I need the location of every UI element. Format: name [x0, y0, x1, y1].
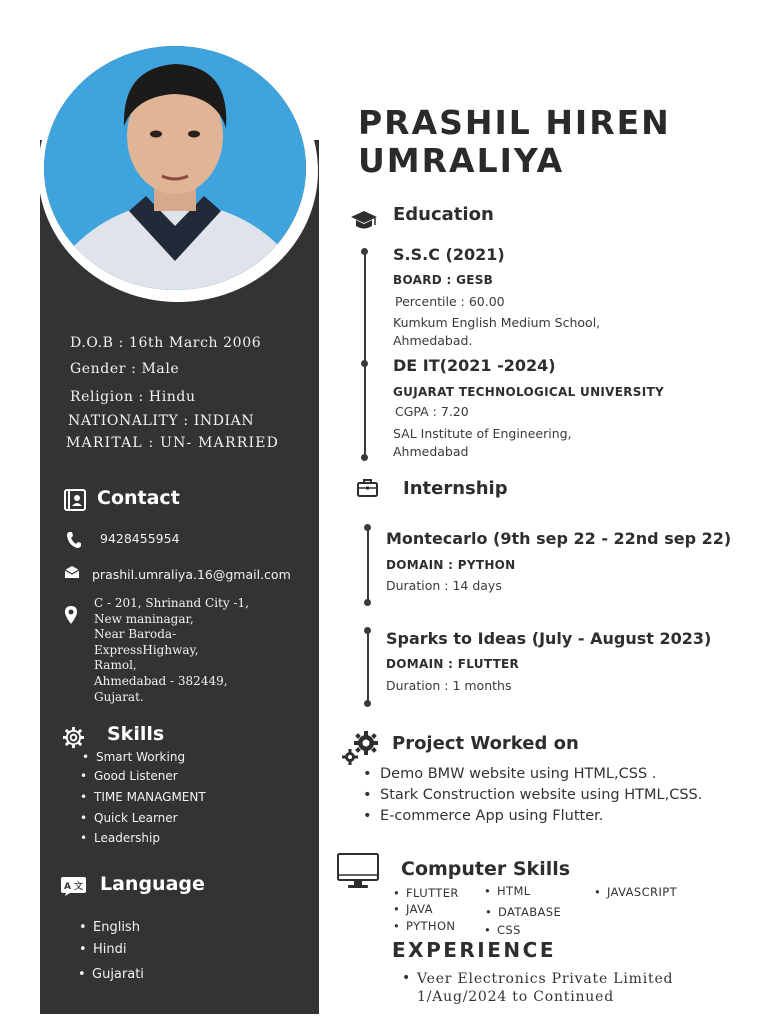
- skill-item: • TIME MANAGMENT: [94, 790, 206, 804]
- gender-text: Gender : Male: [70, 361, 180, 377]
- contact-heading: Contact: [97, 487, 180, 509]
- internship-title: Montecarlo (9th sep 22 - 22nd sep 22): [386, 529, 732, 548]
- education-score: CGPA : 7.20: [395, 404, 469, 419]
- translate-icon: [60, 876, 87, 897]
- computer-skills-heading: Computer Skills: [401, 858, 571, 880]
- education-city: Ahmedabad.: [393, 333, 473, 348]
- address-line: Near Baroda-: [94, 627, 177, 642]
- internship-domain: DOMAIN : PYTHON: [386, 558, 516, 572]
- address-line: ExpressHighway,: [94, 642, 199, 657]
- computer-skill-item: • PYTHON: [406, 919, 455, 933]
- skill-item: • Smart Working: [96, 750, 185, 764]
- gears-icon: [341, 730, 381, 766]
- address-line: New maninagar,: [94, 611, 194, 626]
- language-item: • Hindi: [93, 942, 127, 957]
- contact-card-icon: [63, 488, 87, 512]
- email-address[interactable]: prashil.umraliya.16@gmail.com: [92, 567, 291, 582]
- address-line: Gujarat.: [94, 689, 144, 704]
- timeline-dot: [361, 360, 368, 367]
- svg-text:A: A: [64, 882, 71, 892]
- education-city: Ahmedabad: [393, 444, 469, 459]
- project-item: • E-commerce App using Flutter.: [380, 808, 603, 824]
- religion-text: Religion : Hindu: [70, 389, 196, 405]
- briefcase-icon: [357, 479, 378, 497]
- marital-text: MARITAL : UN- MARRIED: [66, 435, 280, 451]
- computer-skill-item: • CSS: [497, 923, 521, 937]
- nationality-text: NATIONALITY : INDIAN: [68, 413, 255, 429]
- language-item: • English: [93, 920, 140, 935]
- email-icon: [64, 565, 80, 579]
- experience-period: 1/Aug/2024 to Continued: [417, 989, 614, 1005]
- skill-item: • Good Listener: [94, 769, 178, 783]
- education-board: BOARD : GESB: [393, 273, 494, 287]
- computer-skill-item: • DATABASE: [498, 905, 561, 919]
- projects-heading: Project Worked on: [392, 733, 579, 754]
- computer-skill-item: • HTML: [497, 884, 531, 898]
- address-line: Ramol,: [94, 658, 137, 673]
- computer-skill-item: • FLUTTER: [406, 886, 459, 900]
- candidate-name: [358, 104, 671, 180]
- internship-timeline: [367, 631, 369, 704]
- internship-timeline: [367, 528, 369, 603]
- address-line: Ahmedabad - 382449,: [94, 674, 228, 688]
- internship-heading: Internship: [403, 478, 508, 499]
- profile-photo: [44, 46, 306, 290]
- timeline-dot: [364, 599, 371, 606]
- timeline-dot: [364, 700, 371, 707]
- internship-duration: Duration : 14 days: [386, 578, 502, 593]
- svg-text:文: 文: [74, 882, 84, 892]
- language-item: • Gujarati: [92, 967, 144, 982]
- address-line: C - 201, Shrinand City -1,: [94, 596, 249, 610]
- education-title: S.S.C (2021): [393, 245, 505, 264]
- experience-heading: EXPERIENCE: [392, 938, 556, 962]
- project-item: • Stark Construction website using HTML,CSS.: [380, 787, 702, 803]
- experience-company: Veer Electronics Private Limited: [417, 971, 674, 987]
- dob-text: D.O.B : 16th March 2006: [70, 335, 262, 351]
- skill-item: • Quick Learner: [94, 811, 178, 825]
- name-line-1: PRASHIL HIREN: [358, 103, 671, 142]
- education-timeline: [364, 252, 366, 458]
- project-item: • Demo BMW website using HTML,CSS .: [380, 766, 656, 782]
- phone-icon: [66, 531, 82, 549]
- internship-duration: Duration : 1 months: [386, 678, 512, 693]
- gear-icon: [62, 726, 85, 749]
- computer-skill-item: • JAVASCRIPT: [607, 885, 677, 899]
- education-score: Percentile : 60.00: [395, 294, 505, 309]
- timeline-dot: [361, 454, 368, 461]
- graduation-cap-icon: [350, 209, 378, 231]
- internship-domain: DOMAIN : FLUTTER: [386, 657, 520, 671]
- computer-skill-item: • JAVA: [406, 902, 433, 916]
- education-title: DE IT(2021 -2024): [393, 356, 556, 375]
- education-heading: Education: [393, 204, 494, 225]
- education-board: GUJARAT TECHNOLOGICAL UNIVERSITY: [393, 385, 664, 399]
- language-heading: Language: [100, 873, 205, 895]
- name-line-2: UMRALIYA: [358, 141, 565, 180]
- monitor-icon: [336, 852, 380, 890]
- education-school: Kumkum English Medium School,: [393, 315, 601, 330]
- phone-number[interactable]: 9428455954: [100, 531, 180, 546]
- education-school: SAL Institute of Engineering,: [393, 426, 572, 441]
- skills-heading: Skills: [107, 723, 165, 745]
- internship-title: Sparks to Ideas (July - August 2023): [386, 629, 712, 648]
- location-pin-icon: [64, 605, 78, 625]
- experience-bullet: •: [402, 970, 411, 986]
- skill-item: • Leadership: [94, 831, 160, 845]
